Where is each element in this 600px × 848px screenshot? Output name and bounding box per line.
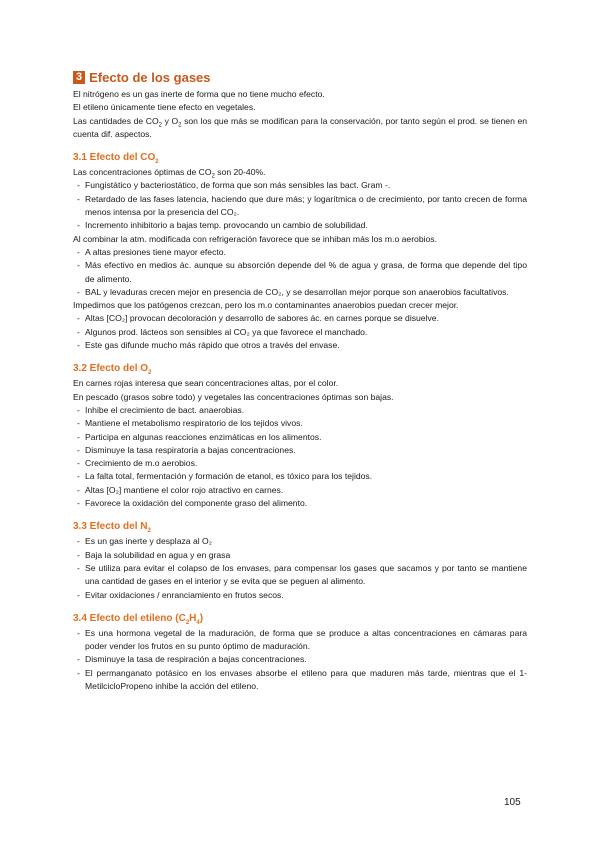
co2-list-2 [73,246,527,299]
n2-list [73,535,527,601]
o2-paragraph-2: En pescado (grasos sobre todo) y vegetales las concentraciones óptimas son bajas. [73,391,394,402]
list-item: - El permanganato potásico en los envases absorbe el etileno para que maduren más tarde, mientras que el 1-MetilcicloPropeno inhibe la acción del etileno. [73,667,527,694]
intro-line-2: El etileno únicamente tiene efecto en vegetales. [73,102,256,113]
co2-paragraph-1: Las concentraciones óptimas de $CO_2$ son 20-40%. [73,167,266,180]
co2-list-1 [73,179,527,232]
list-item: - Mantiene el metabolismo respiratorio de los tejidos vivos. [73,417,527,430]
n2-heading: 3.3 Efecto del $N_2$ [73,521,151,535]
list-item: - Es una hormona vegetal de la maduración, de forma que se produce a altas concentraciones en cámaras para poder vender los frutos en su punto óptimo de maduración. [73,627,527,654]
list-item: - Altas [O₂] mantiene el color rojo atractivo en carnes. [73,484,527,497]
list-item: - Disminuye la tasa de respiración a bajas concentraciones. [73,653,527,666]
list-item: - Retardado de las fases latencia, haciendo que dure más; y logarítmica o de crecimiento, por tanto crecen de forma menos intensa por la presencia del CO₂. [73,193,527,220]
co2-heading: 3.1 Efecto del $CO_2$ [73,152,159,166]
list-item: - A altas presiones tiene mayor efecto. [73,246,527,259]
co2-paragraph-3: Impedimos que los patógenos crezcan, pero los m.o contaminantes anaerobios puedan crecer mejor. [73,300,459,311]
intro-line-3: Las cantidades de $CO_2$ y $O_2$ son los que más se modifican para la conservación, por tanto según el prod. se tienen en cuenta dif. aspectos. [73,115,528,139]
list-item: - Inhibe el crecimiento de bact. anaerobias. [73,404,527,417]
co2-list-3 [73,312,527,352]
list-item: - Participa en algunas reacciones enzimáticas en los alimentos. [73,431,527,444]
o2-list [73,404,527,510]
section-number-badge: 3 [73,71,85,84]
list-item: - BAL y levaduras crecen mejor en presencia de CO₂, y se desarrollan mejor porque son anaerobios facultativos. [73,286,527,299]
list-item: - Evitar oxidaciones / enranciamiento en frutos secos. [73,589,527,602]
page-number: 105 [504,797,521,808]
ethylene-heading: 3.4 Efecto del etileno $(C_2H_4)$ [73,612,204,626]
section-heading: Efecto de los gases [89,70,211,85]
co2-paragraph-2: Al combinar la atm. modificada con refrigeración favorece que se inhiban más los m.o aerobios. [73,233,437,244]
list-item: - Incremento inhibitorio a bajas temp. provocando un cambio de solubilidad. [73,219,527,232]
document-page [73,70,527,693]
intro-line-1: El nitrógeno es un gas inerte de forma que no tiene mucho efecto. [73,89,325,99]
list-item: - Este gas difunde mucho más rápido que otros a través del envase. [73,339,527,352]
list-item: - Crecimiento de m.o aerobios. [73,457,527,470]
list-item: - Altas [CO₂] provocan decoloración y desarrollo de sabores ác. en carnes porque se disuelve. [73,312,527,325]
list-item: - Más efectivo en medios ác. aunque su absorción depende del % de agua y grasa, de forma que depende del tipo de alimento. [73,259,527,286]
o2-paragraph-1: En carnes rojas interesa que sean concentraciones altas, por el color. [73,378,339,389]
list-item: - Favorece la oxidación del componente graso del alimento. [73,497,527,510]
section-title [73,70,527,85]
list-item: - Es un gas inerte y desplaza al O₂ [73,535,527,548]
list-item: - Algunos prod. lácteos son sensibles al CO₂ ya que favorece el manchado. [73,326,527,339]
list-item: - La falta total, fermentación y formación de etanol, es tóxico para los tejidos. [73,470,527,483]
o2-heading: 3.2 Efecto del $O_2$ [73,363,152,377]
ethylene-list [73,627,527,693]
list-item: - Se utiliza para evitar el colapso de los envases, para compensar los gases que sacamos y por tanto se mantiene una cantidad de gases en el interior y se evita que se peguen al alimento. [73,562,527,589]
list-item: - Disminuye la tasa respiratoria a bajas concentraciones. [73,444,527,457]
list-item: - Baja la solubilidad en agua y en grasa [73,549,527,562]
list-item: - Fungistático y bacteriostático, de forma que son más sensibles las bact. Gram -. [73,179,527,192]
